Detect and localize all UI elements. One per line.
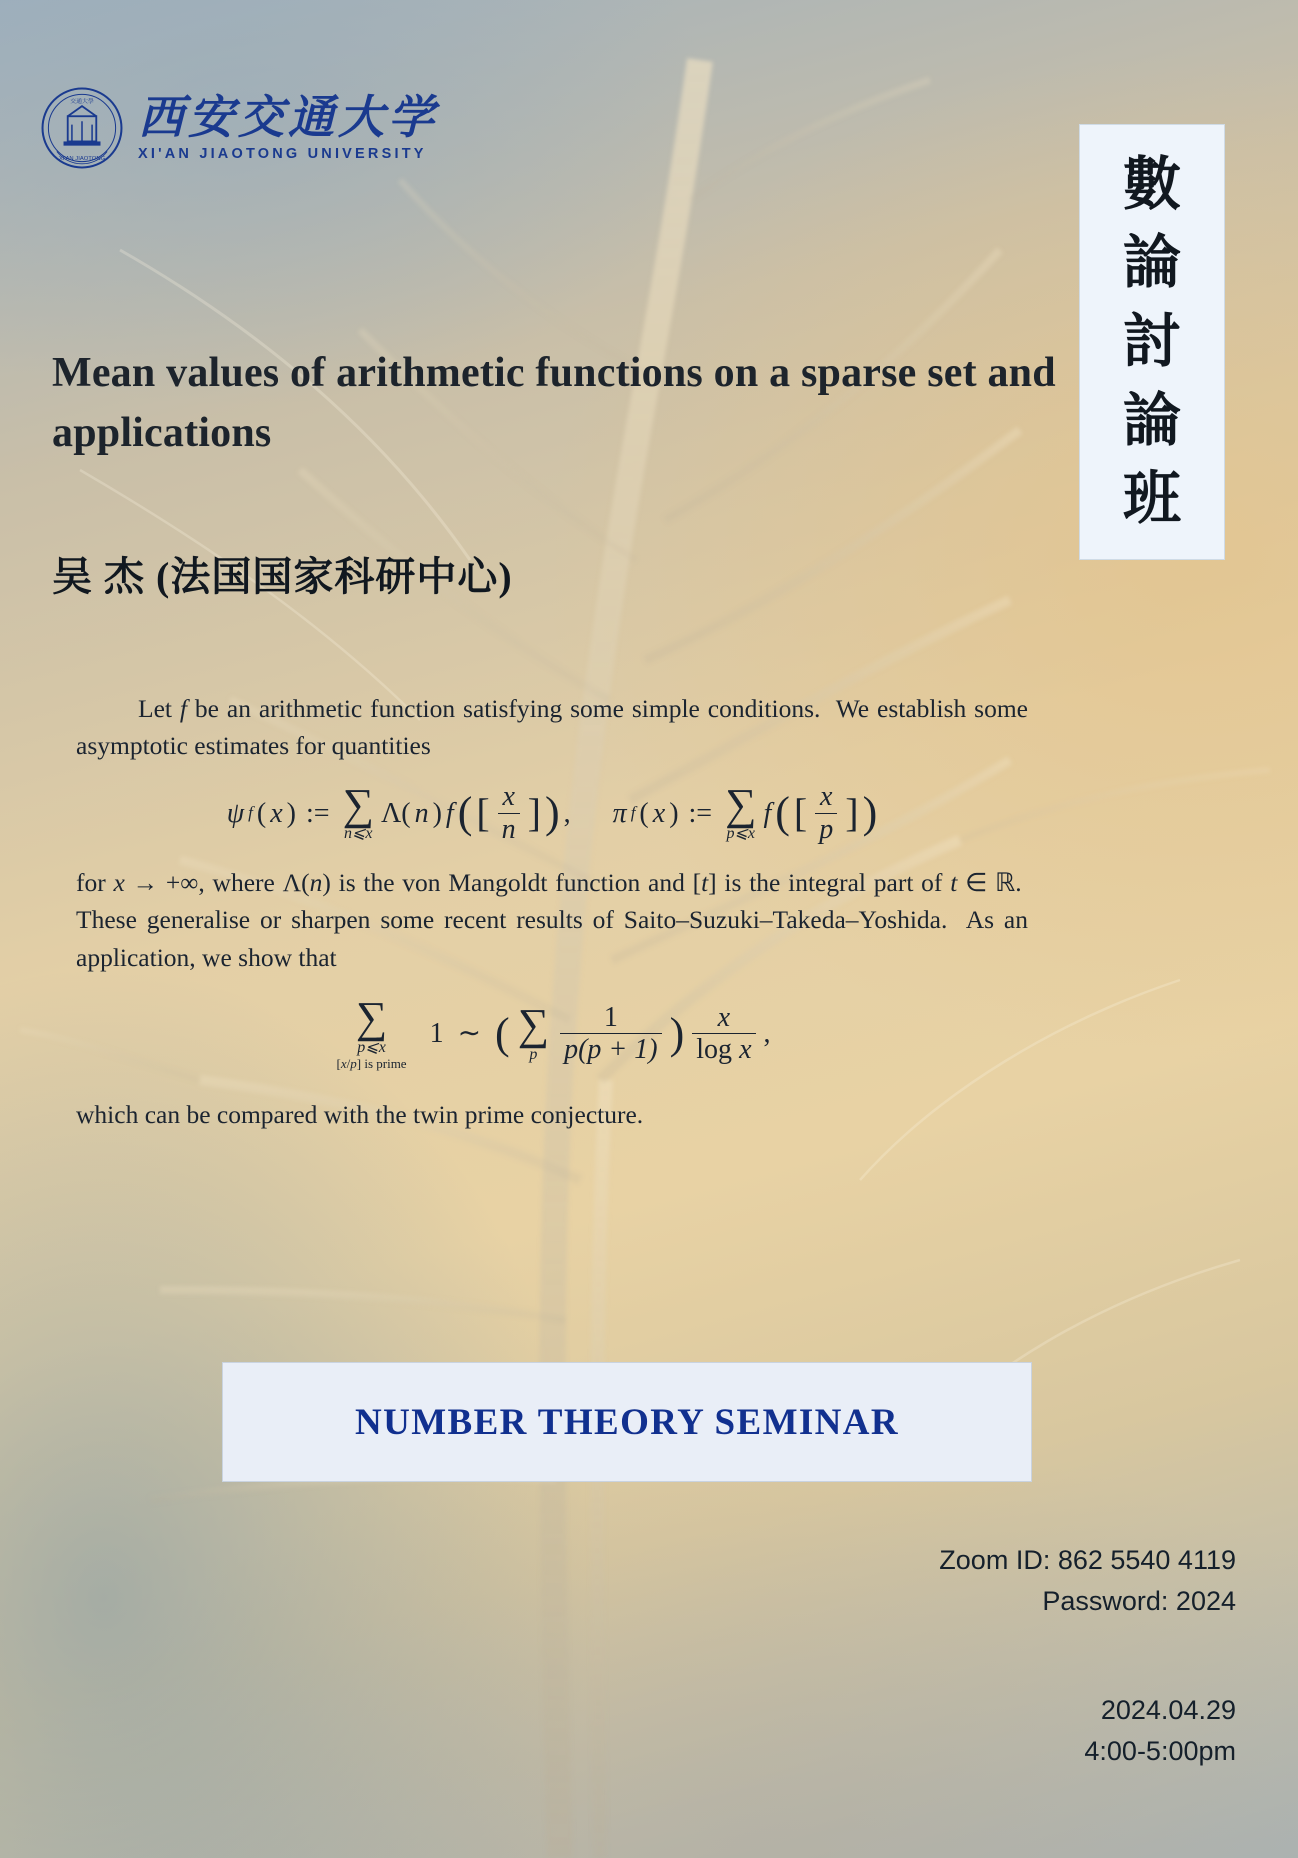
vertical-seminar-banner [1079, 124, 1225, 560]
event-time: 4:00-5:00pm [1084, 1735, 1236, 1766]
zoom-id: Zoom ID: 862 5540 4119 [939, 1545, 1236, 1575]
abstract-body [76, 690, 1028, 1139]
banner-char-3: 討 [1122, 308, 1181, 374]
banner-char-1: 數 [1122, 151, 1181, 217]
svg-text:交通大學: 交通大學 [70, 98, 94, 105]
event-date: 2024.04.29 [1100, 1695, 1236, 1725]
banner-char-5: 班 [1122, 466, 1181, 532]
university-seal-icon [40, 86, 124, 170]
banner-char-2: 論 [1122, 230, 1181, 296]
abstract-paragraph-1: Let f be an arithmetic function satisfying some simple conditions. We establish some asymptotic estimates for quantities [76, 694, 1028, 761]
talk-title: Mean values of arithmetic functions on a sparse set and applications [52, 350, 1056, 456]
university-logo-text [138, 91, 438, 163]
abstract-paragraph-2: for x → +∞, where Λ(n) is the von Mangoldt function and [t] is the integral part of t ∈ ℝ. These generalise or sharpen some recent results of Saito–Suzuki–Takeda–Yoshida. As an application, we show that [76, 867, 1028, 972]
schedule-info [1084, 1690, 1236, 1771]
university-name-cn: 西安交通大学 [138, 91, 438, 143]
seminar-label: NUMBER THEORY SEMINAR [354, 1401, 900, 1443]
zoom-info [939, 1540, 1236, 1621]
svg-text:XI'AN JIAOTONG: XI'AN JIAOTONG [58, 155, 106, 162]
talk-speaker: 吴 杰 (法国国家科研中心) [52, 554, 513, 599]
zoom-password: Password: 2024 [1042, 1585, 1236, 1616]
seminar-banner [222, 1362, 1032, 1482]
banner-char-4: 論 [1122, 387, 1181, 453]
abstract-paragraph-3: which can be compared with the twin prime conjecture. [76, 1099, 644, 1129]
university-name-en: XI'AN JIAOTONG UNIVERSITY [138, 146, 427, 163]
display-formula-2: ∑ p⩽x [x/p] is prime 1 ∼ ( ∑ p $\frac{1}{p(p + 1)}$ ) $\frac{x}{\text{log x}}$ , [336, 993, 771, 1071]
university-logo [40, 86, 438, 170]
display-formula-1: ψ f ( x ) := ∑ n⩽x Λ( n ) f ( [ $\frac{x}{n}$ ] ) , π f ( x ) := ∑ p⩽x f ( [ $\frac{x}{p}$ ] ) [226, 779, 878, 845]
